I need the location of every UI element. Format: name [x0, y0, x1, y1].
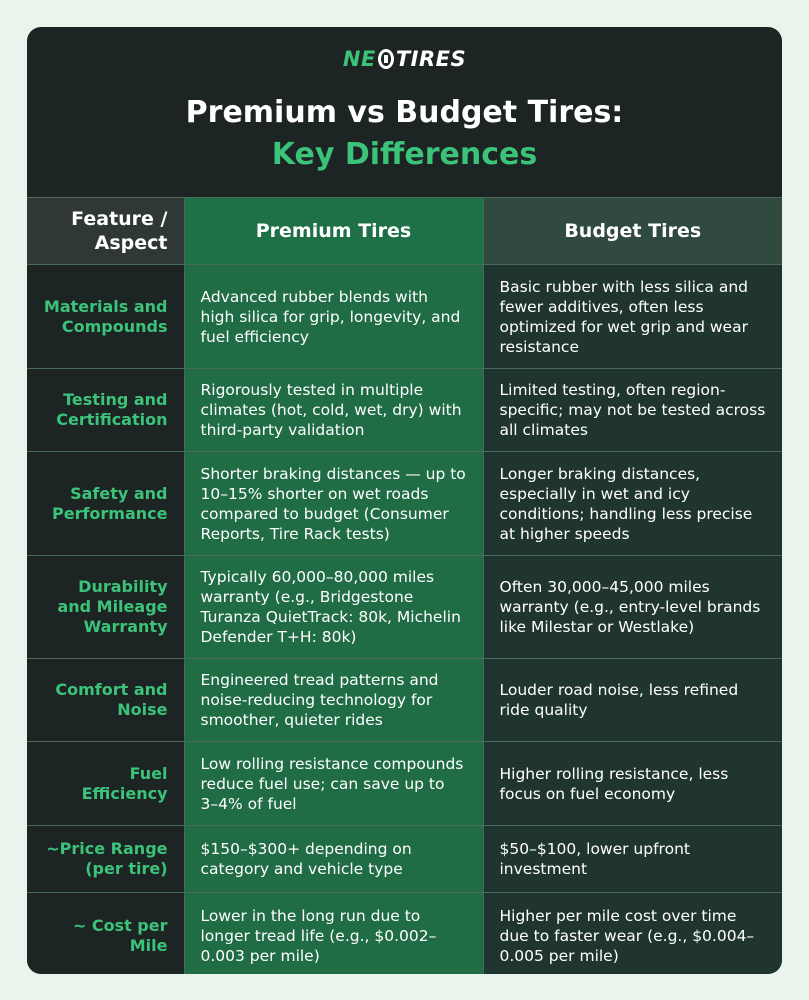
row-premium: Lower in the long run due to longer tread life (e.g., $0.002–0.003 per mile): [184, 893, 483, 975]
row-budget: Often 30,000–45,000 miles warranty (e.g., entry-level brands like Milestar or Westlake): [483, 556, 782, 659]
row-feature: ~Price Range (per tire): [27, 826, 184, 893]
row-feature: Durability and Mileage Warranty: [27, 556, 184, 659]
row-budget: Higher per mile cost over time due to faster wear (e.g., $0.004–0.005 per mile): [483, 893, 782, 975]
tire-icon: [378, 49, 394, 69]
row-feature: ~ Cost per Mile: [27, 893, 184, 975]
row-budget: Limited testing, often region-specific; may not be tested across all climates: [483, 369, 782, 452]
row-feature: Materials and Compounds: [27, 265, 184, 369]
row-budget: Longer braking distances, especially in wet and icy conditions; handling less precise at higher speeds: [483, 452, 782, 556]
table-row: [27, 742, 782, 826]
row-budget: Basic rubber with less silica and fewer additives, often less optimized for wet grip and wear resistance: [483, 265, 782, 369]
row-premium: Typically 60,000–80,000 miles warranty (e.g., Bridgestone Turanza QuietTrack: 80k, Michelin Defender T+H: 80k): [184, 556, 483, 659]
row-premium: Low rolling resistance compounds reduce fuel use; can save up to 3–4% of fuel: [184, 742, 483, 826]
comparison-table: [27, 197, 782, 974]
header-premium: Premium Tires: [184, 198, 483, 265]
row-budget: Louder road noise, less refined ride quality: [483, 659, 782, 742]
table-row: [27, 659, 782, 742]
row-feature: Testing and Certification: [27, 369, 184, 452]
table-row: [27, 265, 782, 369]
comparison-card: [27, 27, 782, 974]
table-header-row: [27, 198, 782, 265]
row-premium: Advanced rubber blends with high silica for grip, longevity, and fuel efficiency: [184, 265, 483, 369]
row-premium: $150–$300+ depending on category and vehicle type: [184, 826, 483, 893]
header-feature: Feature / Aspect: [27, 198, 184, 265]
page-subtitle: Key Differences: [271, 137, 538, 172]
row-feature: Fuel Efficiency: [27, 742, 184, 826]
table-row: [27, 452, 782, 556]
header-budget: Budget Tires: [483, 198, 782, 265]
row-feature: Safety and Performance: [27, 452, 184, 556]
page-title: Premium vs Budget Tires:: [185, 95, 624, 130]
header: [27, 27, 782, 197]
row-feature: Comfort and Noise: [27, 659, 184, 742]
row-premium: Shorter braking distances — up to 10–15% shorter on wet roads compared to budget (Consumer Reports, Tire Rack tests): [184, 452, 483, 556]
row-premium: Engineered tread patterns and noise-reducing technology for smoother, quieter rides: [184, 659, 483, 742]
row-budget: Higher rolling resistance, less focus on fuel economy: [483, 742, 782, 826]
table-row: [27, 369, 782, 452]
brand-logo: [27, 47, 782, 71]
logo-tires: TIRES: [395, 47, 467, 71]
table-row: [27, 556, 782, 659]
row-premium: Rigorously tested in multiple climates (hot, cold, wet, dry) with third-party validation: [184, 369, 483, 452]
row-budget: $50–$100, lower upfront investment: [483, 826, 782, 893]
logo-neo: NE: [342, 47, 376, 71]
table-row: [27, 826, 782, 893]
table-row: [27, 893, 782, 975]
